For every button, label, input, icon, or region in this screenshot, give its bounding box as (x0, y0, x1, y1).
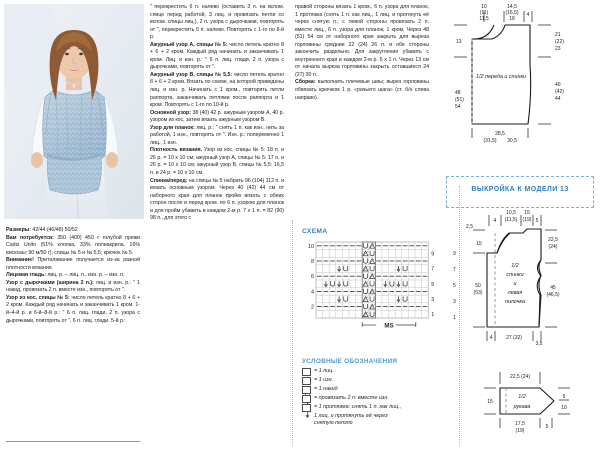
paragraph-heading: Лицевая гладь: (6, 272, 46, 279)
paragraph-heading: Внимание! (6, 257, 34, 264)
label-right-465: (46,5) (546, 292, 560, 298)
label-top-115: (11,5) (504, 217, 518, 223)
paragraph-heading: Узор с дырочками (ширина 2 п.): (6, 279, 94, 286)
label-top-5: 5 (535, 218, 539, 224)
paragraph (150, 147, 284, 177)
paragraph-text: " перекрестить 6 п. налево (оставить 3 п. на вспом. спице перед работой, 3 лиц. и провязать петли со вспом. спицы лиц.), 2 п. узора с дырочками, повторять от ", перекрестить 6 п. налево. Повторять с 1-го по 8-й р. (150, 4, 284, 41)
paragraph-heading: Ажурный узор В, спицы № 5,5: (150, 71, 233, 78)
label-bottom-27: 27 (32) (506, 335, 522, 341)
legend-item (302, 404, 460, 412)
purl-symbol-icon (302, 377, 311, 385)
label-left-53: (53) (473, 290, 483, 296)
legend-item (302, 368, 460, 376)
legend-item (302, 386, 460, 394)
label-right-45: 45 (550, 285, 556, 291)
p2tog-symbol-icon (302, 395, 311, 403)
sleeve-name-2: рукава (513, 404, 531, 410)
label-top-165: (16,5) (505, 10, 519, 16)
paragraph-heading: Узор из кос, спицы № 5: (6, 294, 70, 301)
sleeve-label-top: 22,5 (24) (509, 374, 531, 380)
schematic-front-back (440, 2, 598, 150)
paragraph-text: Приталивание получается из-за разной плотности вязания. (6, 257, 140, 271)
paragraph-heading: Ажурный узор А, спицы № 5: (150, 41, 228, 48)
sleeve-label-right-bottom: 10 (561, 405, 567, 411)
label-right-21: 21 (555, 32, 561, 38)
label-bottom-35: 3,5 (535, 341, 543, 347)
paragraph (150, 4, 284, 42)
paragraph-text: число петель кратно 8 + 6 + 2 кром. Каждый ряд начинать и заканчивать 1 кром. 1-й–4-й р. и 6-й–8-й р.: " 6 п. лиц. глади, 2 п. узора с дырочками, повторять от ", 6 п. лиц. глади. 5-й р.: (6, 294, 140, 324)
ssk-glyph (303, 411, 312, 419)
label-top-15: 15 (524, 210, 530, 216)
text-column-1 (6, 227, 140, 325)
label-bottom-315: (31,5) (483, 138, 497, 144)
sleeve-label-bottom2: (19) (515, 428, 525, 434)
text-column-2 (150, 4, 284, 223)
chart-row-label-left-8: 8 (311, 259, 314, 265)
label-right-22: (22) (555, 39, 564, 45)
paragraph-text: правой стороны вязать 1 кром., 6 п. узора для планок, 1 протяжка (снять 1 п. как лиц., 1 лиц. и протянуть её через снятую п.; с левой стороны провязать 2 п. вместе лиц., 6 п. узора для планок, 1 кром. Через 48 (51) 54 см от наборного края закрыть для выреза горловины средние 22 (24) 26 п. и обе стороны закончить раздельно. Для закругления убавить с внутреннего края в каждом 2-м р. 6 х 1 п. Через 13 см от начала выреза горловины закрыть оставшиеся 24 (27) 30 п. (295, 4, 429, 78)
paragraph-heading: Сборка: (295, 79, 316, 86)
chart-row-label-right-9: 9 (431, 251, 435, 258)
paragraph (150, 42, 284, 72)
paragraph (6, 235, 140, 258)
label-right-225: 22,5 (548, 237, 558, 243)
side-number-9: 9 (453, 251, 456, 257)
chart-repeat-label: MS (384, 322, 394, 330)
label-left-15: 15 (476, 241, 482, 247)
paragraph (6, 227, 140, 235)
label-top-10: 10 (481, 4, 487, 10)
legend-item-label: = 1 протяжка: снять 1 п. как лиц., (314, 404, 402, 410)
legend-item-label: = 1 изн. (314, 377, 334, 383)
paragraph (150, 178, 284, 223)
paragraph-text: на спицы № 5 набрать 96 (104) 112 п. и вязать основным узором. Через 40 (42) 44 см от наборного края для планок пройм вязать с обеих сторон после и перед кром. по 6 п. узором для планок и для пройм убавить в каждом 2-м р. 7 х 1 п. = 82 (90) 98 п., для этого с (150, 177, 284, 222)
legend-item-cont-2: снятую петлю (314, 419, 353, 426)
chart-row-label-right-3: 3 (431, 297, 435, 303)
paragraph-heading: Основной узор: (150, 109, 191, 116)
schematic-front-back-svg (440, 2, 598, 150)
legend-item (302, 377, 460, 385)
sleeve-label-left: 15 (487, 399, 493, 405)
label-left-51: (51) (455, 97, 464, 103)
label-bottom-285: 28,5 (495, 131, 505, 137)
schematic-back-left-front (445, 205, 597, 350)
paragraph-text: лиц. р. – лиц. п., изн. р. – изн. п. (45, 272, 125, 279)
model-photo-illustration (4, 4, 144, 219)
paragraph-text: 350 (400) 450 г голубой пряжи Cadiz Unito (51% хлопка, 33% полиакрила, 16% вискозы; 90 м/50 г); спицы № 5 и № 5,5; крючок № 5. (6, 234, 140, 256)
label-top-18: 18 (509, 16, 515, 22)
paragraph (6, 295, 140, 325)
legend-title: УСЛОВНЫЕ ОБОЗНАЧЕНИЯ (302, 358, 398, 365)
paragraph-heading: Вам потребуется: (6, 234, 54, 241)
paragraph (6, 280, 140, 295)
schematic-back-name-1: 1/2 (511, 263, 519, 269)
paragraph-text: лиц. и изн. р.: " 1 накид, провязать 2 п. вместе изн., повторять от ". (6, 279, 141, 294)
legend-item-label: = 1 накид (314, 386, 338, 392)
label-bottom-305: 30,5 (507, 138, 517, 144)
text-column-3 (295, 4, 429, 102)
legend-item-label: = 1 лиц. (314, 368, 334, 374)
schematic-back-name-5: полочка (505, 299, 525, 305)
schematic-front-name-line1: 1/2 переда и спинки (476, 74, 527, 80)
paragraph (295, 4, 429, 79)
label-right-40: 40 (555, 82, 561, 88)
side-number-5: 5 (453, 283, 456, 289)
paragraph (6, 257, 140, 272)
label-left-13: 13 (456, 39, 462, 45)
chart-row-label-right-5: 5 (431, 281, 435, 288)
chart-row-label-right-7: 7 (431, 266, 435, 273)
paragraph-text: выполнить плечевые швы; вырез горловины обвязать крючком 1 р. «рачьего шага» (ст. б/н слева направо). (295, 79, 429, 101)
paragraph-text: 42/44 (46/48) 50/52 (30, 227, 78, 233)
paragraph-text: Узор из кос, спицы № 5: 18 п. и 26 р. = 10 х 10 см; ажурный узор А, спицы № 5: 17 п. и 26 р. = 10 х 10 см; ажурный узор В, спицы № 5,5: 16,5 п. и 24 р. = 10 х 10 см. (150, 147, 284, 177)
label-right-44: 44 (555, 96, 561, 102)
schematic-back-left-front-svg (445, 205, 597, 350)
label-top-19: (19) (522, 217, 532, 223)
label-left-48: 48 (455, 90, 461, 96)
paragraph-text: 38 (40) 42 р. ажурным узором А, 40 р. узором из кос, затем вязать ажурным узором В. (150, 109, 285, 124)
label-top-4: 4 (493, 218, 497, 224)
sleeve-label-bottom: 17,5 (515, 421, 525, 427)
sleeve-label-right-top: 5 (562, 394, 566, 400)
chart-row-label-left-6: 6 (311, 274, 314, 281)
label-right-23: 23 (555, 46, 561, 52)
paragraph-heading: Узор для планок: (150, 124, 195, 131)
legend-item (302, 395, 460, 403)
side-number-3: 3 (453, 299, 456, 305)
schema-section (302, 228, 452, 350)
knit-symbol-icon (302, 368, 311, 376)
chart-row-label-left-4: 4 (311, 289, 314, 296)
paragraph (150, 72, 284, 110)
chart-row-label-left-2: 2 (311, 304, 314, 311)
page-guide-left (292, 220, 293, 446)
chart-row-label-left-10: 10 (308, 243, 314, 250)
label-top-115: 11,5 (479, 16, 489, 22)
legend-item-cont-1: 1 лиц. и протянуть её через (314, 413, 388, 419)
label-left-25: 2,5 (466, 224, 473, 230)
label-top-4: 4 (526, 12, 530, 18)
schematic-back-name-4: левая (507, 290, 523, 296)
chart-row-label-right-1: 1 (431, 312, 435, 319)
paragraph-heading: Спинка/перед: (150, 177, 188, 184)
paragraph (295, 79, 429, 102)
sleeve-name-1: 1/2 (518, 394, 526, 400)
label-left-54: 54 (455, 104, 461, 110)
yarnover-symbol-icon (302, 386, 311, 394)
label-right-42: (42) (555, 89, 564, 95)
label-bottom-4: 4 (489, 335, 493, 341)
label-top-145: 14,5 (507, 4, 517, 10)
paragraph-text: лиц. р.: " снять 1 п. как изн., нить за работой, 1 изн., повторять от ". Изн. р.: попеременно 1 лиц., 1 изн. (150, 124, 284, 146)
label-top-11: (11) (479, 10, 489, 16)
schema-title: СХЕМА (302, 228, 328, 235)
label-left-50: 50 (475, 283, 481, 289)
side-number-1: 1 (453, 315, 456, 321)
model-photo (4, 4, 144, 219)
schematic-back-name-2: спинки (506, 272, 524, 278)
paragraph-heading: Плотность вязания. (150, 147, 202, 154)
pattern-panel-title: ВЫКРОЙКА К МОДЕЛИ 13 (471, 186, 569, 193)
legend-section (300, 358, 460, 444)
paragraph (150, 125, 284, 148)
paragraph (6, 272, 140, 280)
paragraph-text: число петель кратно 8 + 6 + 2 кром. Каждый ряд начинать и заканчивать 1 кром. Лиц. и изн. р.: " 6 п. лиц. глади, 2 п. узора с дырочками, повторять от ". (150, 41, 285, 71)
column-divider-rule (6, 441, 140, 442)
paragraph-heading: Размеры: (6, 227, 31, 233)
page-guide-right (459, 186, 460, 446)
paragraph (150, 110, 284, 125)
ssk-symbol-icon (302, 404, 311, 412)
paragraph-text: число петель кратно 8 + 6 + 2 кром. Вязать по схеме, на которой приведены лиц. и изн. р. Начинать с 1 кром., повторять петли раппорта, заканчивать петлями после раппорта и 1 кром. Повторять с 1-го по 10-й р. (150, 71, 284, 109)
sleeve-label-bottom3: 5 (545, 424, 549, 430)
label-right-24: (24) (548, 244, 558, 250)
side-number-7: 7 (453, 267, 456, 273)
schematic-back-name-3: и (513, 281, 517, 287)
legend-item-label: = провязать 2 п. вместе изн. (314, 395, 389, 401)
pattern-panel-box (446, 176, 594, 208)
schematic-sleeve-svg (462, 358, 598, 444)
stitch-chart (302, 239, 452, 347)
schematic-sleeve (462, 358, 598, 444)
label-top-105: 10,5 (506, 210, 516, 216)
